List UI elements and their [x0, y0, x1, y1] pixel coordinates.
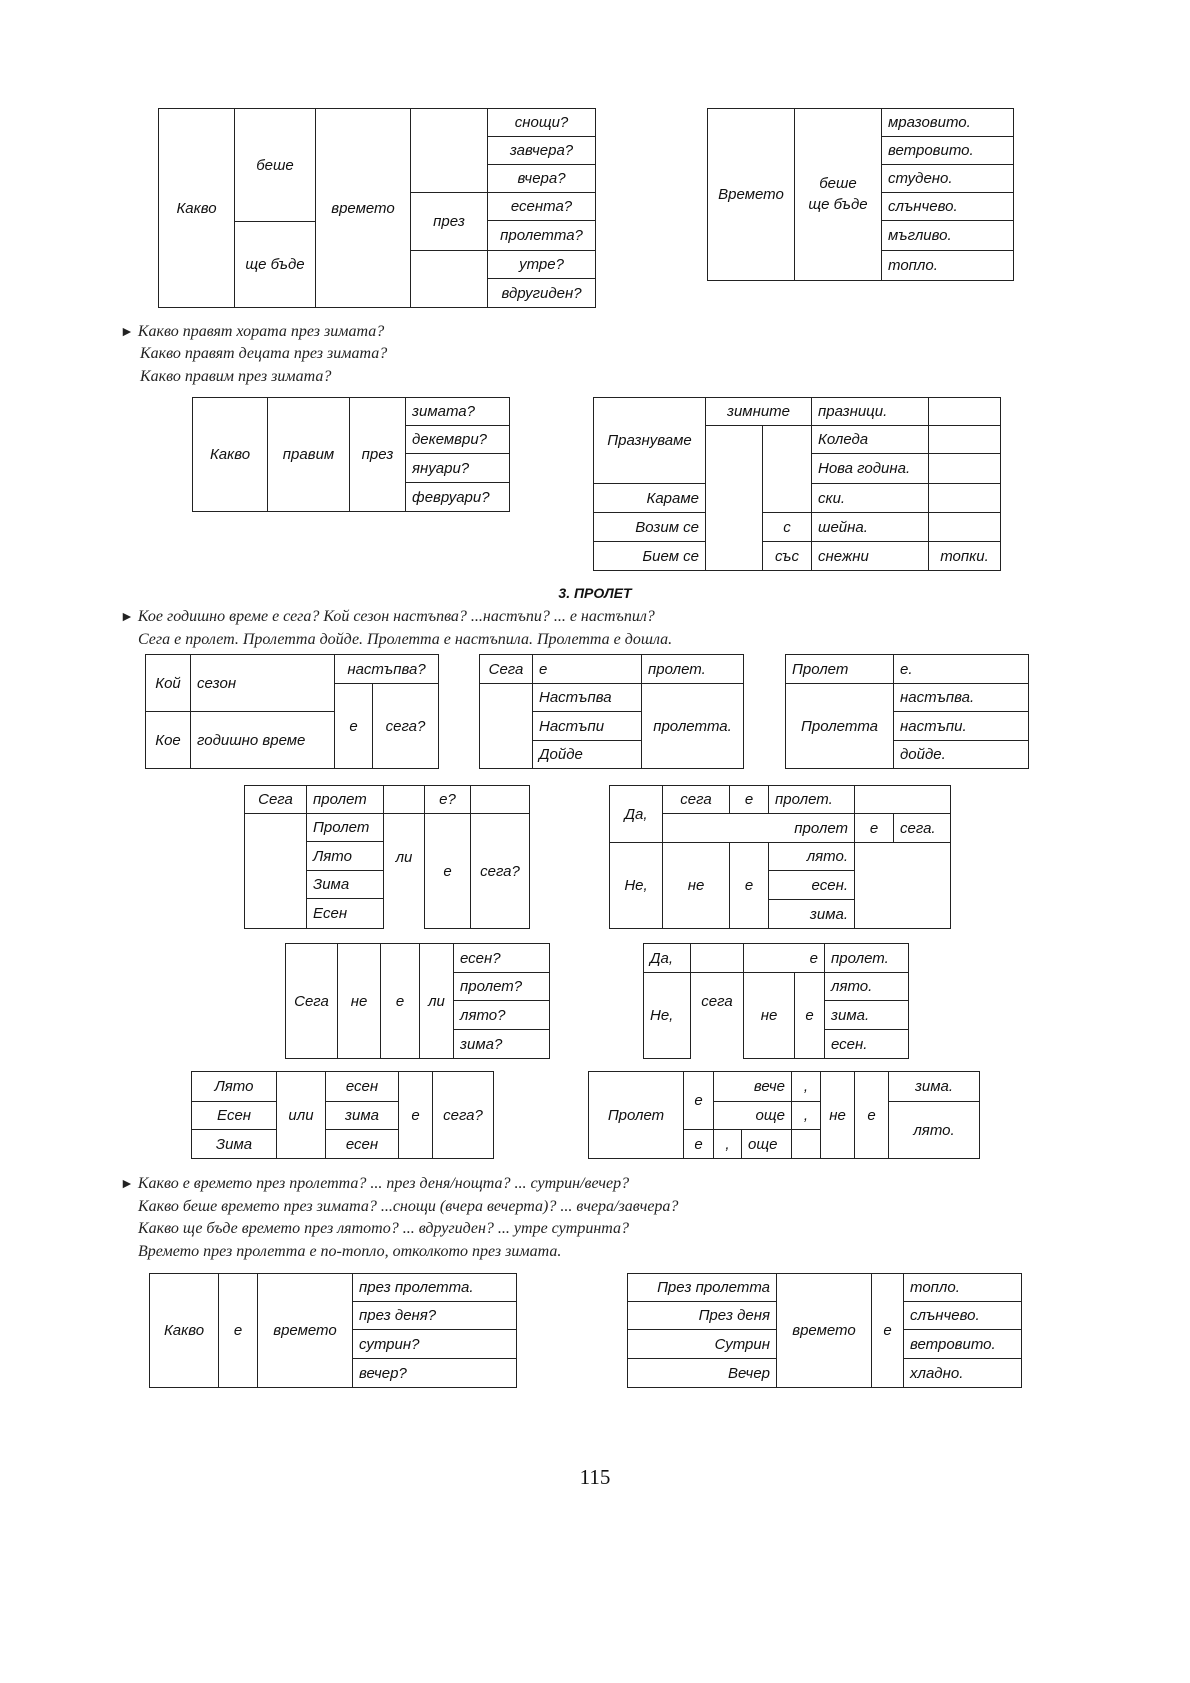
- section-heading: 3. ПРОЛЕТ: [558, 585, 632, 601]
- question-text: Какво правим през зимата?: [140, 368, 332, 385]
- table-cell: [928, 512, 1001, 542]
- table-cell: правим: [267, 397, 350, 512]
- table-cell: не: [743, 972, 795, 1059]
- table-cell: времето: [315, 108, 411, 308]
- table-cell: зима.: [824, 1000, 909, 1030]
- question-text: Какво правят хората през зимата?: [137, 323, 385, 340]
- table-cell: ,: [713, 1129, 742, 1159]
- table-cell: настъпи.: [893, 711, 1029, 741]
- q-winter-2: [140, 346, 387, 362]
- table-cell: [479, 683, 533, 769]
- table-cell: Вечер: [627, 1358, 777, 1388]
- table-cell: настъпва.: [893, 683, 1029, 712]
- table-cell: есен: [325, 1129, 399, 1159]
- table-cell: ли: [395, 848, 413, 866]
- table-cell: пролет: [306, 785, 384, 814]
- table-cell: Лято: [306, 841, 384, 871]
- table-cell: януари?: [405, 453, 510, 483]
- table-cell: мразовито.: [881, 108, 1014, 137]
- q-weather-2: [138, 1199, 678, 1215]
- table-cell: е: [729, 842, 769, 929]
- table-cell: лято?: [453, 1000, 550, 1030]
- table-cell: [928, 453, 1001, 484]
- table-cell: пролет?: [453, 972, 550, 1001]
- table-cell: Да,: [643, 943, 691, 973]
- table-cell: ,: [791, 1071, 821, 1102]
- table-cell: Дойде: [532, 740, 642, 769]
- table-cell: празници.: [811, 397, 929, 426]
- table-cell: [762, 425, 812, 513]
- table-cell: Бием се: [593, 541, 706, 571]
- table-cell: пролетта.: [641, 683, 744, 769]
- table-cell: есен: [325, 1071, 399, 1102]
- q-spring-1: [120, 609, 655, 625]
- table-cell: времето: [257, 1273, 353, 1388]
- q-weather-4: [138, 1244, 561, 1260]
- q-weather-3: [138, 1221, 629, 1237]
- table-cell: зимата?: [405, 397, 510, 426]
- table-cell: лято.: [768, 842, 855, 871]
- q-spring-2: [138, 632, 672, 648]
- table-cell: топло.: [881, 250, 1014, 281]
- table-cell: Зима: [306, 870, 384, 899]
- table-cell: Настъпва: [532, 683, 642, 712]
- table-cell: не: [337, 943, 381, 1059]
- table-cell: е: [743, 943, 825, 973]
- table-cell: утре?: [487, 250, 596, 279]
- table-cell: времето: [776, 1273, 872, 1388]
- table-cell: през: [410, 192, 488, 251]
- table-cell: Не,: [609, 842, 663, 929]
- table-cell: [928, 483, 1001, 513]
- table-cell: е: [854, 813, 894, 843]
- table-cell: Празнуваме: [593, 397, 706, 484]
- table-cell: Сега: [285, 943, 338, 1059]
- table-cell: е?: [424, 785, 471, 814]
- table-cell: сутрин?: [352, 1329, 517, 1359]
- table-cell: снощи?: [487, 108, 596, 137]
- table-cell: Коледа: [811, 425, 929, 454]
- table-cell: Сега: [479, 654, 533, 684]
- table-cell: зима.: [888, 1071, 980, 1102]
- table-cell: зима: [325, 1101, 399, 1130]
- table-cell: [928, 397, 1001, 426]
- table-cell: Нова година.: [811, 453, 929, 484]
- table-cell: декември?: [405, 425, 510, 454]
- table-cell: Пролет: [306, 813, 384, 842]
- bullet-arrow-icon: ►: [120, 325, 134, 340]
- table-cell: Зима: [191, 1129, 277, 1159]
- table-cell: [705, 425, 763, 571]
- table-cell: ,: [791, 1101, 821, 1130]
- bullet-arrow-icon: ►: [120, 1177, 134, 1192]
- table-cell: лято.: [888, 1101, 980, 1159]
- table-cell: не: [662, 842, 730, 929]
- table-cell: Лято: [191, 1071, 277, 1102]
- table-cell: е: [380, 943, 420, 1059]
- table-cell: още: [713, 1101, 792, 1130]
- table-cell: Какво: [149, 1273, 219, 1388]
- q-winter-3: [140, 369, 331, 385]
- table-cell: вечер?: [352, 1358, 517, 1388]
- table-cell: със: [762, 541, 812, 571]
- table-cell: лято.: [824, 972, 909, 1001]
- table-cell: е: [729, 785, 769, 814]
- q-winter-1: [120, 324, 384, 340]
- table-cell: Какво: [192, 397, 268, 512]
- table-cell: беше ще бъде: [794, 108, 882, 281]
- table-cell: е: [683, 1129, 714, 1159]
- table-cell: през: [349, 397, 406, 512]
- table-cell: есен?: [453, 943, 550, 973]
- table-cell: завчера?: [487, 136, 596, 165]
- table-cell: сезон: [190, 654, 335, 712]
- table-cell: през деня?: [352, 1301, 517, 1330]
- table-cell: е: [424, 813, 471, 929]
- table-cell: е: [218, 1273, 258, 1388]
- table-cell: хладно.: [903, 1358, 1022, 1388]
- table-cell: слънчево.: [881, 192, 1014, 221]
- table-cell: сега: [662, 785, 730, 814]
- table-cell: е: [871, 1273, 904, 1388]
- question-text: Какво правят децата през зимата?: [140, 345, 388, 362]
- table-cell: Пролетта: [785, 683, 894, 769]
- table-cell: Пролет: [785, 654, 894, 684]
- table-cell: Караме: [593, 483, 706, 513]
- table-cell: още: [741, 1129, 792, 1159]
- table-cell: Да,: [609, 785, 663, 843]
- table-cell: беше: [234, 108, 316, 222]
- table-cell: През деня: [627, 1301, 777, 1330]
- table-cell: мъгливо.: [881, 220, 1014, 251]
- table-cell: През пролетта: [627, 1273, 777, 1302]
- table-cell: е: [794, 972, 825, 1059]
- table-cell: сега?: [372, 683, 439, 769]
- table-cell: ще бъде: [234, 221, 316, 308]
- table-cell: снежни: [811, 541, 929, 571]
- table-cell: Не,: [643, 972, 691, 1059]
- table-cell: настъпва?: [334, 654, 439, 684]
- table-cell: топло.: [903, 1273, 1022, 1302]
- table-cell: през пролетта.: [352, 1273, 517, 1302]
- table-cell: топки.: [928, 541, 1001, 571]
- question-text: Времето през пролетта е по-топло, отколкото през зимата.: [138, 1243, 562, 1260]
- question-text: Какво ще бъде времето през лятото? ... вдругиден? ... утре сутринта?: [138, 1220, 630, 1237]
- table-cell: Какво: [158, 108, 235, 308]
- table-cell: [410, 108, 488, 193]
- table-cell: Настъпи: [532, 711, 642, 741]
- table-cell: пролет.: [824, 943, 909, 973]
- table-cell: ски.: [811, 483, 929, 513]
- table-cell: Есен: [191, 1101, 277, 1130]
- table-cell: есента?: [487, 192, 596, 221]
- table-cell: ветровито.: [881, 136, 1014, 165]
- table-cell: пролетта?: [487, 220, 596, 251]
- table-cell: вече: [713, 1071, 792, 1102]
- table-cell: февруари?: [405, 482, 510, 512]
- table-cell: зима?: [453, 1029, 550, 1059]
- table-cell: [244, 813, 307, 929]
- table-cell: сега.: [893, 813, 951, 843]
- table-cell: с: [762, 512, 812, 542]
- table-cell: не: [820, 1071, 855, 1159]
- question-text: Какво беше времето през зимата? ...снощи (вчера вечерта)? ... вчера/завчера?: [138, 1198, 679, 1215]
- table-cell: е: [398, 1071, 433, 1159]
- table-cell: Сутрин: [627, 1329, 777, 1359]
- table-cell: Возим се: [593, 512, 706, 542]
- table-cell: пролет.: [768, 785, 855, 814]
- table-cell: сега?: [470, 813, 530, 929]
- table-cell: сега?: [432, 1071, 494, 1159]
- table-cell: Времето: [707, 108, 795, 281]
- table-cell: [854, 842, 951, 929]
- table-cell: зимните: [705, 397, 812, 426]
- table-cell: слънчево.: [903, 1301, 1022, 1330]
- table-cell: есен.: [768, 870, 855, 900]
- table-cell: Пролет: [588, 1071, 684, 1159]
- table-cell: ветровито.: [903, 1329, 1022, 1359]
- table-cell: есен.: [824, 1029, 909, 1059]
- page-number: 115: [579, 1465, 611, 1489]
- table-cell: е: [854, 1071, 889, 1159]
- table-cell: пролет.: [641, 654, 744, 684]
- table-cell: [470, 785, 530, 814]
- table-cell: ли: [419, 943, 454, 1059]
- table-cell: сега: [701, 992, 733, 1010]
- table-cell: е: [683, 1071, 714, 1130]
- table-cell: Сега: [244, 785, 307, 814]
- table-cell: е.: [893, 654, 1029, 684]
- table-cell: шейна.: [811, 512, 929, 542]
- table-cell: или: [276, 1071, 326, 1159]
- table-cell: [854, 785, 951, 814]
- table-cell: Есен: [306, 898, 384, 929]
- table-cell: Кое: [145, 711, 191, 769]
- table-cell: вчера?: [487, 164, 596, 193]
- table-cell: вдругиден?: [487, 278, 596, 308]
- bullet-arrow-icon: ►: [120, 610, 134, 625]
- table-cell: зима.: [768, 899, 855, 929]
- table-cell: пролет: [662, 813, 855, 843]
- table-cell: студено.: [881, 164, 1014, 193]
- table-cell: [410, 250, 488, 308]
- table-cell: годишно време: [190, 711, 335, 769]
- question-text: Какво е времето през пролетта? ... през деня/нощта? ... сутрин/вечер?: [137, 1175, 630, 1192]
- table-cell: [928, 425, 1001, 454]
- table-cell: е: [334, 683, 373, 769]
- table-cell: дойде.: [893, 740, 1029, 769]
- table-cell: [791, 1129, 821, 1159]
- question-text: Кое годишно време е сега? Кой сезон настъпва? ...настъпи? ... е настъпил?: [137, 608, 655, 625]
- q-weather-1: [120, 1176, 629, 1192]
- question-text: Сега е пролет. Пролетта дойде. Пролетта е настъпила. Пролетта е дошла.: [138, 631, 673, 648]
- table-cell: Кой: [145, 654, 191, 712]
- table-cell: е: [532, 654, 642, 684]
